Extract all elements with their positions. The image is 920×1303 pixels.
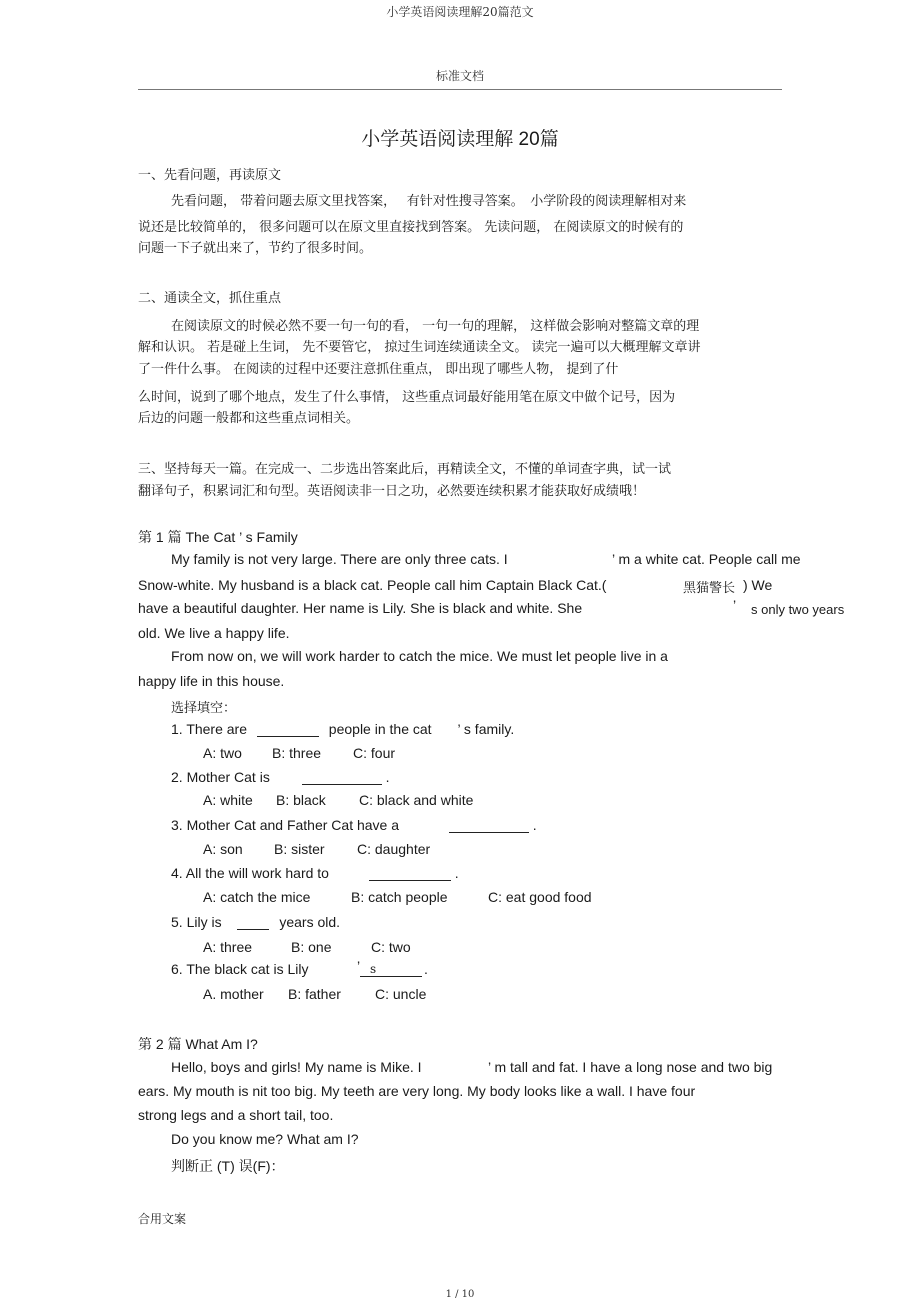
question-2 (171, 769, 390, 785)
paragraph-line: 先看问题， 带着问题去原文里找答案， 有针对性搜寻答案。 小学阶段的阅读理解相对来 (171, 194, 687, 209)
question-period: . (532, 817, 537, 833)
option-b[interactable]: B: catch people (351, 889, 448, 905)
answer-blank[interactable] (369, 866, 451, 881)
passage-line: From now on, we will work harder to catch the mice. We must let people live in a (171, 648, 668, 664)
answer-blank[interactable] (302, 770, 382, 785)
passage-annotation: 黑猫警长 (683, 581, 736, 596)
question-text: 4. All the will work hard to (171, 865, 329, 881)
question-text: 2. Mother Cat is (171, 769, 270, 785)
paragraph-line: 解和认识。 若是碰上生词， 先不要管它， 掠过生词连续通读全文。 读完一遍可以大概理解文章讲 (138, 340, 701, 355)
passage-heading: 第 1 篇 The Cat ’ s Family (138, 529, 298, 545)
question-5 (171, 914, 340, 930)
passage-line: ’ m tall and fat. I have a long nose and two big (488, 1059, 773, 1075)
paragraph-line: 了一件什么事。 在阅读的过程中还要注意抓住重点， 即出现了哪些人物， 提到了什 (138, 362, 619, 377)
window-title: 小学英语阅读理解20篇范文 (386, 5, 534, 19)
question-period: . (424, 961, 428, 977)
option-a[interactable]: A: white (203, 792, 253, 808)
question-3 (171, 817, 537, 833)
option-b[interactable]: B: sister (274, 841, 325, 857)
option-c[interactable]: C: uncle (375, 986, 427, 1002)
paragraph-line: 后边的问题一般都和这些重点词相关。 (138, 411, 360, 426)
passage-line: Do you know me? What am I? (171, 1131, 359, 1147)
passage-line: strong legs and a short tail, too. (138, 1107, 334, 1123)
question-6 (171, 961, 308, 977)
question-apostrophe: ’ (357, 958, 361, 974)
option-b[interactable]: B: father (288, 986, 341, 1002)
option-a[interactable]: A: catch the mice (203, 889, 311, 905)
section-heading: 一、先看问题，再读原文 (138, 168, 282, 183)
page-number: 1 / 10 (445, 1289, 475, 1300)
passage-line: happy life in this house. (138, 673, 285, 689)
passage-line: My family is not very large. There are only three cats. I (171, 551, 508, 567)
passage-line: s only two years (751, 602, 845, 617)
answer-blank[interactable]: s (360, 962, 422, 977)
question-text: 5. Lily is (171, 914, 222, 930)
answer-blank[interactable] (237, 915, 269, 930)
page-footer: 合用文案 (138, 1212, 187, 1226)
paragraph-line: 说还是比较简单的， 很多问题可以在原文里直接找到答案。 先读问题， 在阅读原文的时候有的 (138, 220, 684, 235)
answer-blank[interactable] (449, 818, 529, 833)
question-period: . (385, 769, 390, 785)
passage-line: old. We live a happy life. (138, 625, 290, 641)
option-c[interactable]: C: four (353, 745, 396, 761)
passage-apostrophe: ’ (733, 597, 737, 613)
answer-blank[interactable] (257, 722, 319, 737)
option-c[interactable]: C: two (371, 939, 411, 955)
passage-heading: 第 2 篇 What Am I? (138, 1036, 258, 1052)
paragraph-line: 么时间，说到了哪个地点，发生了什么事情， 这些重点词最好能用笔在原文中做个记号，因为 (138, 390, 676, 405)
question-text: 3. Mother Cat and Father Cat have a (171, 817, 400, 833)
option-a[interactable]: A. mother (203, 986, 264, 1002)
option-c[interactable]: C: eat good food (488, 889, 592, 905)
header-rule (138, 89, 782, 90)
question-text: 6. The black cat is Lily (171, 961, 309, 977)
passage-line: ears. My mouth is nit too big. My teeth are very long. My body looks like a wall. I have four (138, 1083, 696, 1099)
option-a[interactable]: A: three (203, 939, 253, 955)
paragraph-line: 问题一下子就出来了，节约了很多时间。 (138, 241, 373, 256)
option-b[interactable]: B: three (272, 745, 322, 761)
passage-line: Snow-white. My husband is a black cat. People call him Captain Black Cat.( (138, 577, 607, 593)
option-c[interactable]: C: daughter (357, 841, 431, 857)
paragraph-line: 翻译句子，积累词汇和句型。英语阅读非一日之功，必然要连续积累才能获取好成绩哦！ (138, 484, 646, 499)
question-text: ’ s family. (457, 721, 515, 737)
question-1 (171, 721, 514, 737)
question-text: 1. There are (171, 721, 248, 737)
question-text: people in the cat (328, 721, 432, 737)
exercise-instruction: 判断正 (T) 误(F)： (171, 1158, 285, 1174)
document-title: 小学英语阅读理解 20篇 (361, 129, 559, 150)
passage-line: ) We (743, 577, 773, 593)
passage-line: Hello, boys and girls! My name is Mike. I (171, 1059, 422, 1075)
option-a[interactable]: A: two (203, 745, 242, 761)
paragraph-line: 在阅读原文的时候必然不要一句一句的看， 一句一句的理解， 这样做会影响对整篇文章的理 (171, 319, 700, 334)
question-text: years old. (279, 914, 341, 930)
passage-line: ’ m a white cat. People call me (612, 551, 801, 567)
section-heading: 三、坚持每天一篇。在完成一、二步选出答案此后，再精读全文，不懂的单词查字典，试一试 (138, 462, 672, 477)
passage-line: have a beautiful daughter. Her name is Lily. She is black and white. She (138, 600, 583, 616)
question-period: . (454, 865, 459, 881)
page-header: 标准文档 (435, 69, 484, 83)
exercise-instruction: 选择填空： (171, 701, 237, 716)
option-c[interactable]: C: black and white (359, 792, 474, 808)
option-a[interactable]: A: son (203, 841, 243, 857)
option-b[interactable]: B: one (291, 939, 332, 955)
option-b[interactable]: B: black (276, 792, 326, 808)
question-4 (171, 865, 459, 881)
section-heading: 二、通读全文，抓住重点 (138, 291, 282, 306)
